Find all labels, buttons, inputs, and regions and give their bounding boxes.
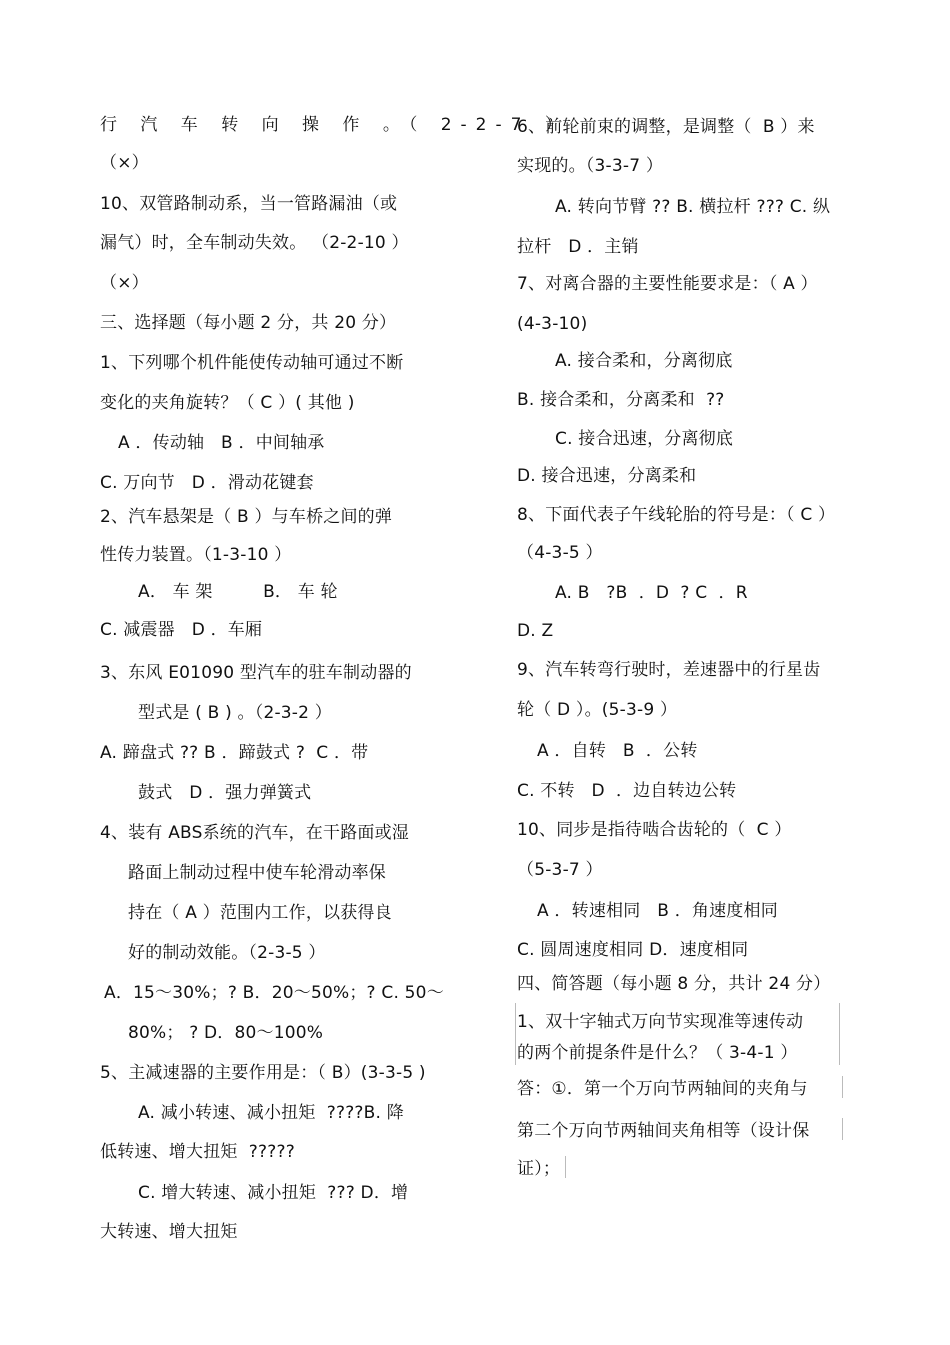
text-line: 好的制动效能。（2-3-5 ）: [128, 943, 326, 963]
text-line: （4-3-5 ）: [517, 543, 603, 563]
table-border: [839, 1003, 840, 1065]
short-answer-question: 1、双十字轴式万向节实现准等速传动: [517, 1012, 804, 1032]
question-10: 10、同步是指待啮合齿轮的（ C ）: [517, 820, 792, 840]
question-1: 1、下列哪个机件能使传动轴可通过不断: [100, 353, 404, 373]
option-line: C. 增大转速、减小扭矩 ??? D．增: [138, 1183, 409, 1203]
option-line: D. 接合迅速，分离柔和: [517, 466, 697, 486]
text-line: 漏气）时，全车制动失效。 （2-2-10 ）: [100, 233, 409, 253]
question-9: 9、汽车转弯行驶时，差速器中的行星齿: [517, 660, 821, 680]
option-line: A. 蹄盘式 ?? B ．蹄鼓式 ? C ．带: [100, 743, 369, 763]
option-line: A. 接合柔和，分离彻底: [555, 351, 733, 371]
option-line: A ．传动轴 B ．中间轴承: [118, 433, 325, 453]
option-line: 拉杆 D ．主销: [517, 237, 639, 257]
option-line: 80%； ? D．80～100%: [128, 1023, 324, 1043]
text-line: 轮（ D ）。(5-3-9 ）: [517, 700, 678, 720]
question-7: 7、对离合器的主要性能要求是：（ A ）: [517, 274, 818, 294]
text-line: 变化的夹角旋转？（ C ）( 其他 ): [100, 393, 355, 413]
option-line: A. 转向节臂 ?? B. 横拉杆 ??? C. 纵: [555, 197, 831, 217]
table-border: [515, 1003, 516, 1065]
text-line: 实现的。（3-3-7 ）: [517, 156, 664, 176]
question-3: 3、东风 E01090 型汽车的驻车制动器的: [100, 663, 412, 683]
answer-line: 答：①．第一个万向节两轴间的夹角与: [517, 1079, 808, 1099]
option-line: C. 接合迅速，分离彻底: [555, 429, 734, 449]
text-line: 持在（ A ）范围内工作，以获得良: [128, 903, 392, 923]
text-line: （×）: [100, 273, 149, 293]
option-line: C. 减震器 D ．车厢: [100, 620, 263, 640]
question-8: 8、下面代表子午线轮胎的符号是：（ C ）: [517, 505, 836, 525]
question-5: 5、主减速器的主要作用是：（ B）(3-3-5 ): [100, 1063, 426, 1083]
option-line: 鼓式 D ．强力弹簧式: [138, 783, 312, 803]
answer-line: 证）；: [517, 1159, 561, 1179]
option-line: 大转速、增大扭矩: [100, 1222, 238, 1242]
option-line: A． 车 架 B． 车 轮: [138, 582, 338, 602]
option-line: D. Z: [517, 621, 554, 641]
option-line: B. 接合柔和，分离柔和 ??: [517, 390, 725, 410]
option-line: A ．自转 B ．公转: [537, 741, 698, 761]
text-line: （×）: [100, 153, 149, 173]
text-line: 的两个前提条件是什么？（ 3-4-1 ）: [517, 1043, 798, 1063]
option-line: 低转速、增大扭矩 ?????: [100, 1142, 295, 1162]
text-line: 性传力装置。（1-3-10 ）: [100, 545, 292, 565]
option-line: C. 万向节 D ．滑动花键套: [100, 473, 314, 493]
option-line: A．15～30%；? B．20～50%；? C. 50～: [104, 983, 444, 1003]
table-border: [565, 1156, 566, 1178]
section-heading: 四、简答题（每小题 8 分，共计 24 分）: [517, 974, 831, 994]
option-line: C. 圆周速度相同 D．速度相同: [517, 940, 749, 960]
option-line: A. B ?B ．D ? C ．R: [555, 583, 748, 603]
table-border: [842, 1118, 843, 1140]
section-heading: 三、选择题（每小题 2 分，共 20 分）: [100, 313, 397, 333]
question-6: 6、前轮前束的调整，是调整（ B ）来: [517, 117, 815, 137]
text-line: 10、双管路制动系，当一管路漏油（或: [100, 194, 398, 214]
option-line: C. 不转 D ．边自转边公转: [517, 781, 737, 801]
text-line: （5-3-7 ）: [517, 860, 603, 880]
question-4: 4、装有 ABS系统的汽车，在干路面或湿: [100, 823, 410, 843]
option-line: A ．转速相同 B ．角速度相同: [537, 901, 778, 921]
option-line: A. 减小转速、减小扭矩 ????B. 降: [138, 1103, 404, 1123]
text-line: (4-3-10): [517, 314, 588, 334]
table-border: [842, 1076, 843, 1098]
text-line: 型式是 ( B ) 。（2-3-2 ）: [138, 703, 332, 723]
question-2: 2、汽车悬架是（ B ）与车桥之间的弹: [100, 507, 393, 527]
text-line: 行 汽 车 转 向 操 作 。（ 2-2-7 ）: [100, 115, 571, 135]
answer-line: 第二个万向节两轴间夹角相等（设计保: [517, 1121, 810, 1141]
text-line: 路面上制动过程中使车轮滑动率保: [128, 863, 386, 883]
